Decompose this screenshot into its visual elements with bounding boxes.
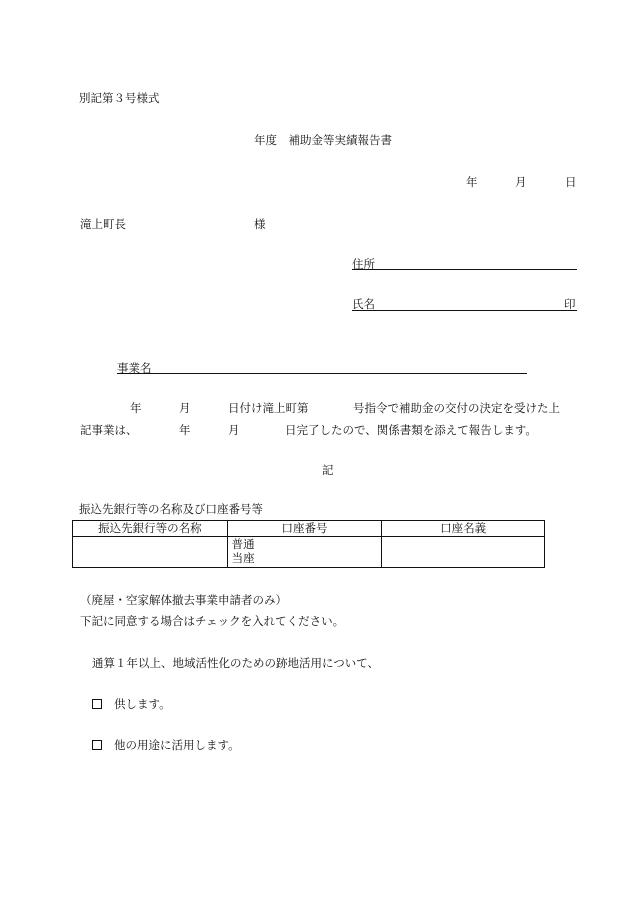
checkbox-other-use[interactable] [92,740,102,750]
seal-mark: 印 [564,297,576,311]
date-month-label: 月 [515,175,527,189]
body-line2-month: 月 [228,423,240,437]
bank-section-heading: 振込先銀行等の名称及び口座番号等 [79,502,263,516]
page-title: 年度 補助金等実績報告書 [254,133,392,147]
option-provide[interactable] [92,697,171,711]
account-number-header: 口座番号 [227,521,382,537]
option-other-use-label: 他の用途に活用します。 [114,738,240,752]
body-line2-text: 日完了したので、関係書類を添えて報告します。 [285,423,537,437]
body-line2-start: 記事業は、 [80,423,138,437]
option-other-use[interactable] [92,738,240,752]
account-holder-header: 口座名義 [382,521,545,537]
body-line1-text-2: 号指令で補助金の交付の決定を受けた上 [353,401,560,415]
date-year-label: 年 [466,175,478,189]
land-use-statement: 通算１年以上、地域活性化のための跡地活用について、 [92,656,380,670]
body-line1-month: 月 [179,401,191,415]
account-type-checking: 当座 [231,551,255,565]
address-label: 住所 [352,257,375,271]
form-label: 別記第３号様式 [79,91,160,105]
consent-instruction: 下記に同意する場合はチェックを入れてください。 [80,614,345,628]
account-number-cell[interactable] [227,537,382,568]
address-field[interactable] [352,269,577,270]
account-type-ordinary: 普通 [231,537,255,551]
bank-table-row [73,537,545,568]
bank-table-header-row [73,521,545,537]
bank-table [72,520,545,568]
project-label: 事業名 [117,361,152,375]
recipient-honorific: 様 [254,217,266,231]
body-line1-text: 日付け滝上町第 [228,401,309,415]
body-line1-year: 年 [130,401,142,415]
date-day-label: 日 [565,175,577,189]
checkbox-provide[interactable] [92,699,102,709]
body-line2-year: 年 [179,423,191,437]
project-name-field[interactable] [117,373,527,374]
recipient-name: 滝上町長 [80,217,126,231]
account-holder-cell[interactable] [382,537,545,568]
bank-name-header: 振込先銀行等の名称 [73,521,228,537]
ki-heading: 記 [322,463,334,477]
bank-name-cell[interactable] [73,537,228,568]
option-provide-label: 供します。 [114,697,171,711]
name-label: 氏名 [352,297,375,311]
demolition-note: （廃屋・空家解体撤去事業申請者のみ） [80,593,287,607]
name-field[interactable] [352,310,577,311]
